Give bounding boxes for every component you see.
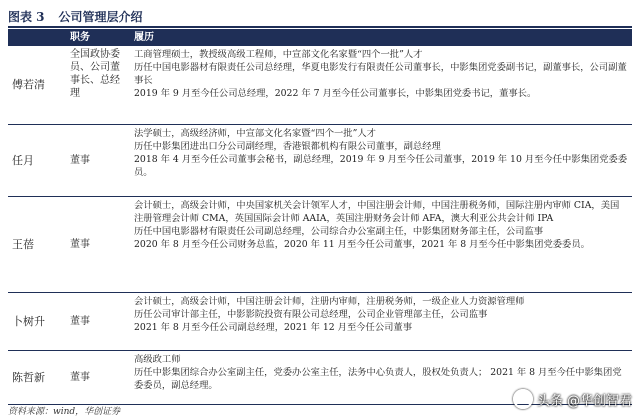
title-rule: [8, 26, 632, 28]
executive-name: 陈哲新: [8, 350, 66, 404]
resume-line: 历任中影集团综合办公室副主任，党委办公室主任，法务中心负责人，股权处负责人； 2021 年 8 月至今任中影集团党委委员，副总经理。: [134, 366, 622, 391]
watermark-logo-icon: [513, 389, 533, 409]
executive-name: 傅若清: [8, 46, 66, 124]
resume-line: 2018 年 4 月至今任公司董事会秘书，副总经理，2019 年 9 月至今任公司董事，2019 年 10 月至今任中影集团党委委员。: [134, 153, 628, 178]
header-resume: 履历: [130, 29, 632, 46]
watermark-text: 头条 @华创智君: [536, 393, 632, 409]
resume-line: 历任公司审计部主任，中影影院投资有限公司总经理，公司企业管理部主任，公司监事: [134, 308, 488, 320]
figure-caption: 公司管理层介绍: [58, 9, 143, 24]
executive-resume: [130, 46, 632, 124]
executive-position: 董事: [66, 292, 130, 350]
executive-position: 全国政协委员、公司董事长、总经理: [66, 46, 130, 124]
executive-position: 董事: [66, 350, 130, 404]
resume-line: 2021 年 8 月至今任公司副总经理，2021 年 12 月至今任公司董事: [134, 321, 413, 333]
executive-name: 卜树升: [8, 292, 66, 350]
executive-position: 董事: [66, 196, 130, 292]
resume-line: 会计硕士，高级会计师，中央国家机关会计领军人才，中国注册会计师，中国注册税务师，国际注册内审师 CIA，美国注册管理会计师 CMA，英国国际会计师 AAIA，英国注册财务会计师 AFA，澳大利亚公共会计师 IPA: [134, 199, 620, 224]
source-note: 资料来源：wind，华创证券: [8, 407, 121, 417]
resume-line: 历任中国电影器材有限责任公司副总经理，公司综合办公室副主任，中影集团财务部主任，公司监事: [134, 225, 544, 237]
watermark: [513, 389, 632, 409]
executive-resume: [130, 196, 632, 292]
executive-name: 王蓓: [8, 196, 66, 292]
table-row: [8, 124, 632, 196]
resume-line: 2020 年 8 月至今任公司财务总监，2020 年 11 月至今任公司董事，2021 年 8 月至今任中影集团党委委员。: [134, 238, 590, 250]
executive-position: 董事: [66, 124, 130, 196]
resume-line: 工商管理硕士，教授级高级工程师，中宣部文化名家暨“四个一批”人才: [134, 49, 423, 60]
table-row: [8, 196, 632, 292]
resume-line: 高级政工师: [134, 353, 181, 365]
resume-line: 历任中国电影器材有限责任公司总经理，华夏电影发行有限责任公司董事长，中影集团党委副书记，副董事长，公司副董事长: [134, 62, 627, 86]
resume-line: 法学硕士，高级经济师，中宣部文化名家暨“四个一批”人才: [134, 127, 376, 139]
resume-line: 2019 年 9 月至今任公司总经理，2022 年 7 月至今任公司董事长，中影集团党委书记，董事长。: [134, 88, 537, 99]
figure-label: 图表 3: [8, 9, 45, 24]
table-row: [8, 46, 632, 124]
resume-line: 会计硕士，高级会计师，中国注册会计师，注册内审师，注册税务师，一级企业人力资源管理师: [134, 295, 525, 307]
table-row: [8, 292, 632, 350]
header-position: 职务: [66, 29, 130, 46]
figure-title: [8, 6, 632, 26]
executive-resume: [130, 124, 632, 196]
resume-line: 历任中影集团进出口分公司副经理，香港银都机构有限公司董事，副总经理: [134, 140, 441, 152]
executive-name: 任月: [8, 124, 66, 196]
header-name: [8, 29, 66, 46]
management-table: [8, 29, 632, 405]
table-header-row: [8, 29, 632, 46]
executive-resume: [130, 292, 632, 350]
